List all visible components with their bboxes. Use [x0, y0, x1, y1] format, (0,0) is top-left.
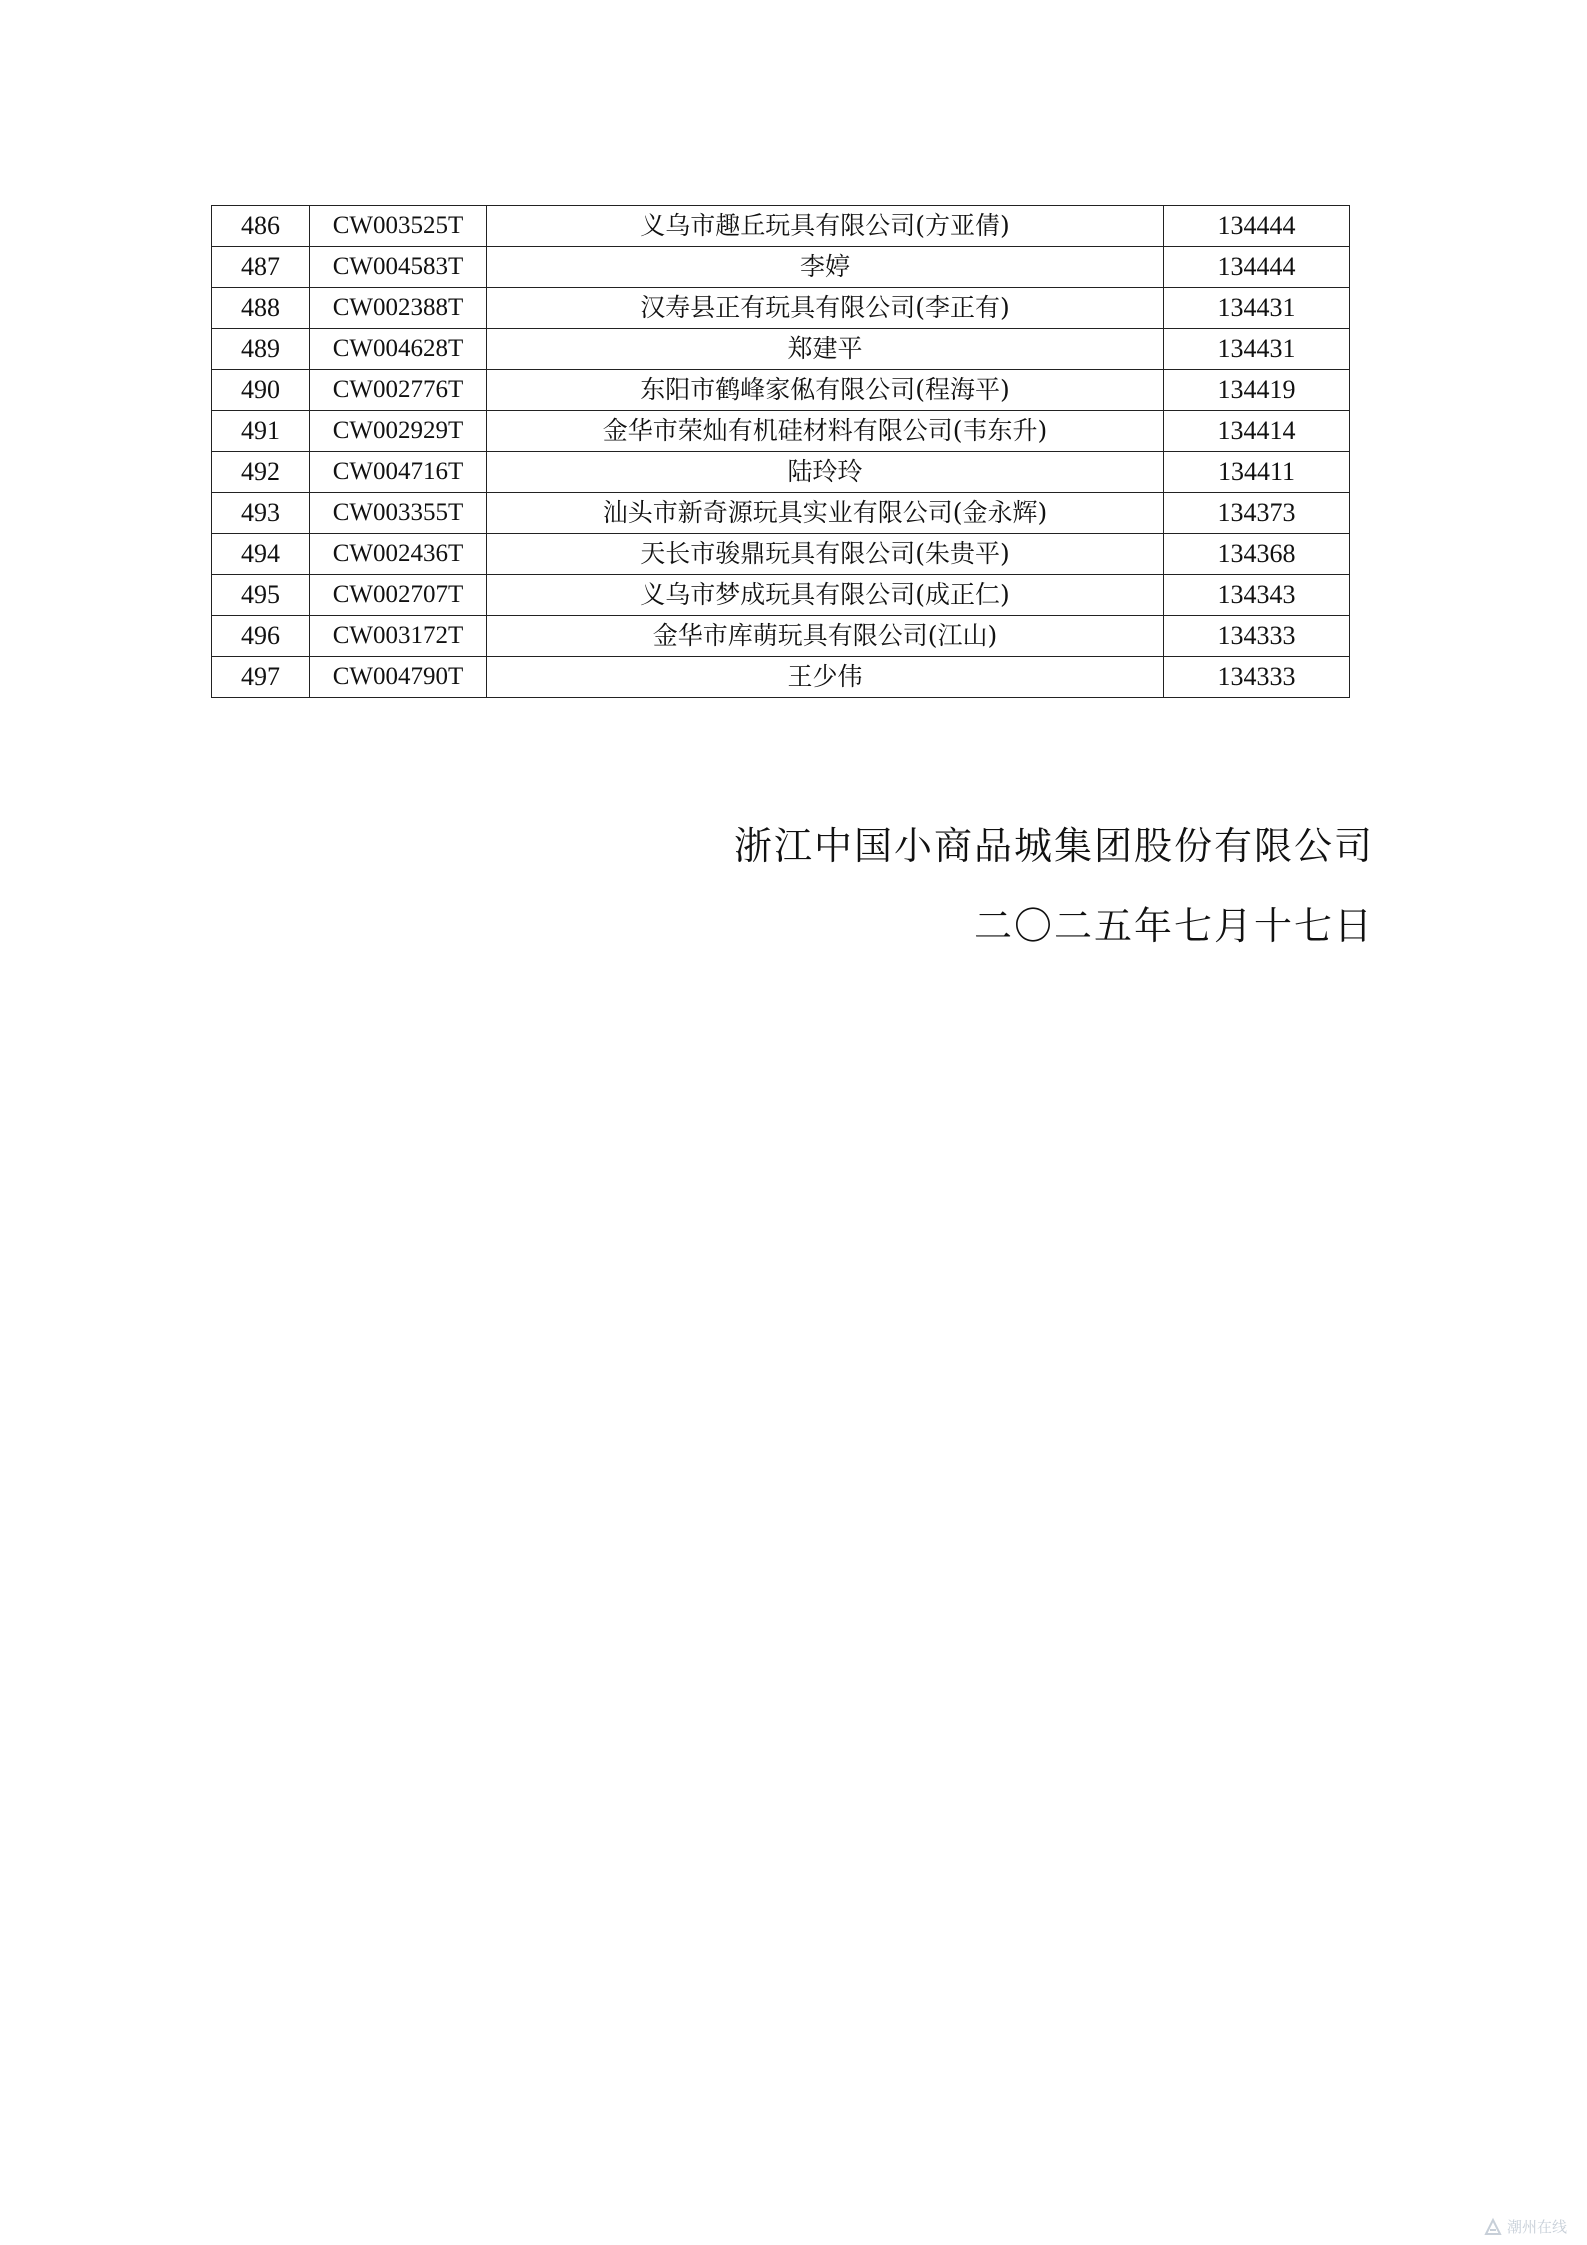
rank-cell: 494 — [212, 534, 310, 575]
rank-cell: 492 — [212, 452, 310, 493]
name-cell: 金华市库萌玩具有限公司(江山) — [487, 616, 1164, 657]
rank-cell: 495 — [212, 575, 310, 616]
name-cell: 义乌市梦成玩具有限公司(成正仁) — [487, 575, 1164, 616]
name-cell: 李婷 — [487, 247, 1164, 288]
table-row — [212, 575, 1350, 616]
code-cell: CW002929T — [310, 411, 487, 452]
code-cell: CW002707T — [310, 575, 487, 616]
table-row — [212, 370, 1350, 411]
code-cell: CW002436T — [310, 534, 487, 575]
code-cell: CW003172T — [310, 616, 487, 657]
table-row — [212, 206, 1350, 247]
watermark — [1483, 2216, 1567, 2237]
code-cell: CW003355T — [310, 493, 487, 534]
rank-cell: 496 — [212, 616, 310, 657]
table-body — [212, 206, 1350, 698]
rank-cell: 491 — [212, 411, 310, 452]
name-cell: 陆玲玲 — [487, 452, 1164, 493]
table-row — [212, 247, 1350, 288]
table-row — [212, 493, 1350, 534]
score-cell: 134343 — [1164, 575, 1350, 616]
score-cell: 134373 — [1164, 493, 1350, 534]
code-cell: CW004716T — [310, 452, 487, 493]
code-cell: CW004628T — [310, 329, 487, 370]
ranking-table — [211, 205, 1350, 698]
name-cell: 汉寿县正有玩具有限公司(李正有) — [487, 288, 1164, 329]
table-row — [212, 329, 1350, 370]
name-cell: 东阳市鹤峰家俬有限公司(程海平) — [487, 370, 1164, 411]
company-name: 浙江中国小商品城集团股份有限公司 — [733, 824, 1374, 868]
table-row — [212, 411, 1350, 452]
code-cell: CW002776T — [310, 370, 487, 411]
table-row — [212, 288, 1350, 329]
rank-cell: 489 — [212, 329, 310, 370]
score-cell: 134431 — [1164, 288, 1350, 329]
name-cell: 金华市荣灿有机硅材料有限公司(韦东升) — [487, 411, 1164, 452]
signature-block — [734, 806, 1374, 966]
table-row — [212, 452, 1350, 493]
code-cell: CW004583T — [310, 247, 487, 288]
score-cell: 134414 — [1164, 411, 1350, 452]
name-cell: 汕头市新奇源玩具实业有限公司(金永辉) — [487, 493, 1164, 534]
score-cell: 134444 — [1164, 247, 1350, 288]
code-cell: CW002388T — [310, 288, 487, 329]
signature-date: 二〇二五年七月十七日 — [973, 904, 1374, 948]
score-cell: 134333 — [1164, 616, 1350, 657]
score-cell: 134444 — [1164, 206, 1350, 247]
rank-cell: 487 — [212, 247, 310, 288]
rank-cell: 486 — [212, 206, 310, 247]
name-cell: 郑建平 — [487, 329, 1164, 370]
table-row — [212, 616, 1350, 657]
watermark-text: 潮州在线 — [1506, 2218, 1567, 2236]
name-cell: 天长市骏鼎玩具有限公司(朱贵平) — [487, 534, 1164, 575]
rank-cell: 497 — [212, 657, 310, 698]
logo-icon — [1483, 2217, 1503, 2237]
score-cell: 134431 — [1164, 329, 1350, 370]
score-cell: 134368 — [1164, 534, 1350, 575]
table-row — [212, 534, 1350, 575]
rank-cell: 493 — [212, 493, 310, 534]
rank-cell: 488 — [212, 288, 310, 329]
score-cell: 134419 — [1164, 370, 1350, 411]
code-cell: CW004790T — [310, 657, 487, 698]
name-cell: 义乌市趣丘玩具有限公司(方亚倩) — [487, 206, 1164, 247]
rank-cell: 490 — [212, 370, 310, 411]
table-row — [212, 657, 1350, 698]
score-cell: 134411 — [1164, 452, 1350, 493]
score-cell: 134333 — [1164, 657, 1350, 698]
code-cell: CW003525T — [310, 206, 487, 247]
name-cell: 王少伟 — [487, 657, 1164, 698]
